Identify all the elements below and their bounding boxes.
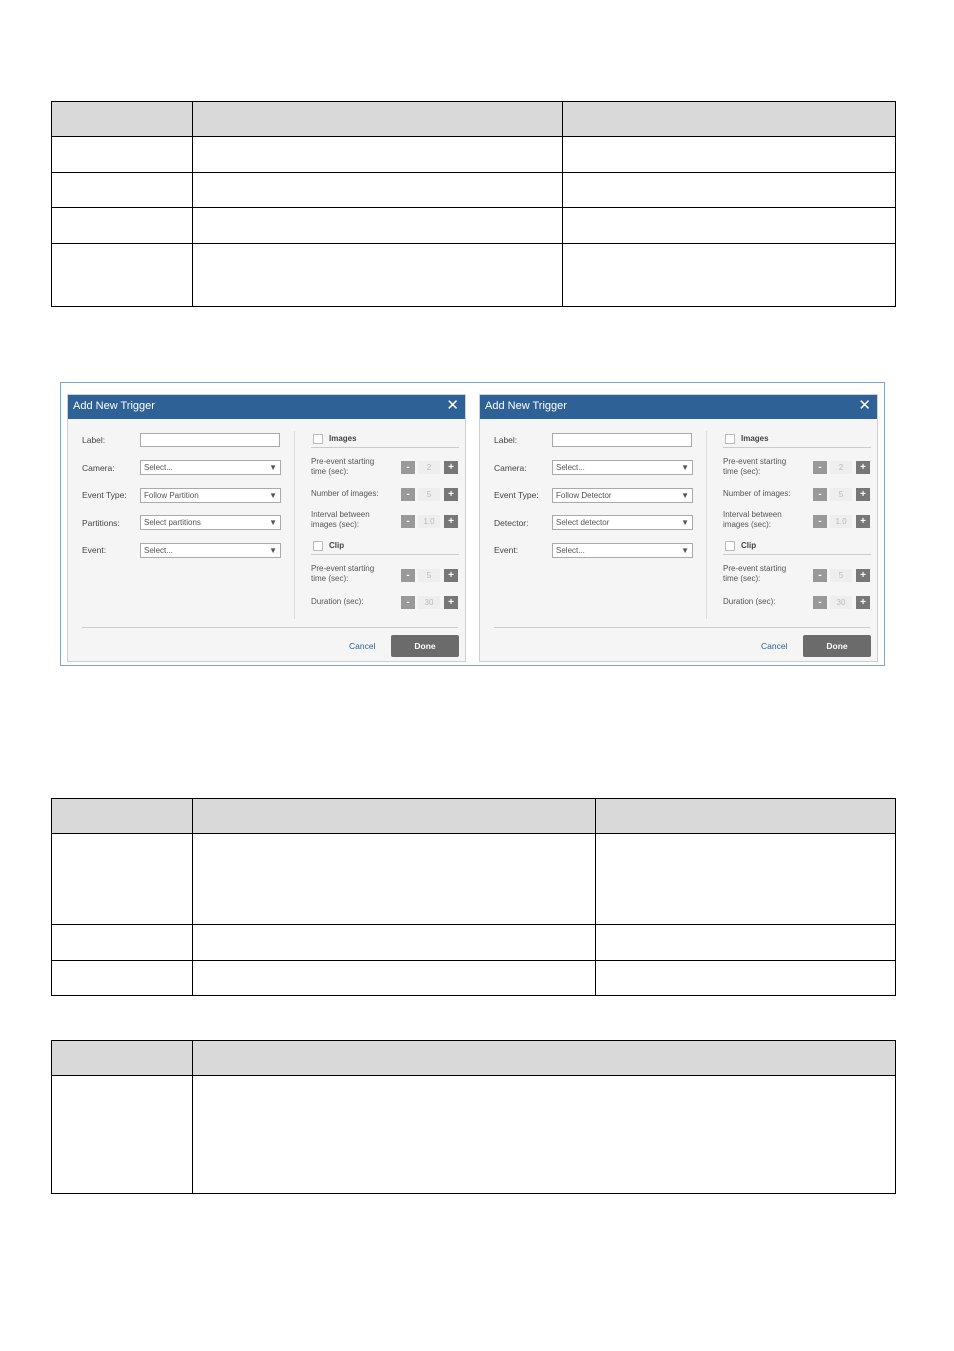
clip-pre-event-value[interactable]: 5 [830,569,852,582]
table-cell [52,961,193,996]
footer-divider [494,627,870,628]
interval-label: Interval between images (sec): [723,510,782,529]
pre-event-increment-button[interactable]: + [444,461,458,474]
table-cell [52,244,193,307]
table-header-cell [193,102,563,137]
table-cell [193,925,596,961]
number-of-images-label: Number of images: [723,489,791,498]
pre-event-increment-button[interactable]: + [856,461,870,474]
table-cell [193,834,596,925]
event-select-value: Select... [144,546,173,555]
interval-value[interactable]: 1.0 [418,515,440,528]
clip-pre-event-increment-button[interactable]: + [856,569,870,582]
dialog-header [68,395,465,419]
clip-pre-event-label: Pre-event starting time (sec): [723,564,787,583]
clip-pre-event-label: Pre-event starting time (sec): [311,564,375,583]
pre-event-label: Pre-event starting time (sec): [311,457,375,476]
event-label: Event: [82,545,107,555]
table-cell [52,208,193,244]
event-select-value: Select... [556,546,585,555]
duration-value[interactable]: 30 [830,596,852,609]
clip-checkbox[interactable] [313,541,323,551]
detector-label: Detector: [494,518,529,528]
interval-value[interactable]: 1.0 [830,515,852,528]
detector-select[interactable] [552,515,693,530]
cancel-button[interactable]: Cancel [349,641,376,651]
clip-pre-event-decrement-button[interactable]: - [401,569,415,582]
duration-increment-button[interactable]: + [444,596,458,609]
trigger-dialogs-screenshot [60,382,885,666]
clip-section-title: Clip [329,541,345,550]
table-cell [596,834,896,925]
images-section-title: Images [329,434,357,443]
number-of-images-increment-button[interactable]: + [856,488,870,501]
add-new-trigger-dialog-detector [479,394,878,662]
event-type-label: Event Type: [494,490,539,500]
section-divider [723,447,871,448]
table-cell [193,173,563,208]
interval-increment-button[interactable]: + [444,515,458,528]
camera-label: Camera: [82,463,115,473]
duration-value[interactable]: 30 [418,596,440,609]
section-divider [311,447,459,448]
pre-event-value[interactable]: 2 [830,461,852,474]
event-type-select[interactable] [140,488,281,503]
section-divider [311,554,459,555]
pre-event-label: Pre-event starting time (sec): [723,457,787,476]
table-header-cell [563,102,896,137]
duration-decrement-button[interactable]: - [813,596,827,609]
partitions-select-value: Select partitions [144,518,201,527]
table-cell [52,925,193,961]
label-input[interactable] [140,433,280,447]
chevron-down-icon: ▼ [269,491,277,500]
images-checkbox[interactable] [313,434,323,444]
number-of-images-increment-button[interactable]: + [444,488,458,501]
detector-select-value: Select detector [556,518,610,527]
table-cell [52,1076,193,1194]
label-field-label: Label: [494,435,518,445]
table-header-cell [193,799,596,834]
duration-increment-button[interactable]: + [856,596,870,609]
table-header-cell [52,1041,193,1076]
event-type-label: Event Type: [82,490,127,500]
chevron-down-icon: ▼ [681,546,689,555]
footer-divider [82,627,458,628]
dialog-title: Add New Trigger [485,400,567,412]
camera-select-value: Select... [144,463,173,472]
pre-event-value[interactable]: 2 [418,461,440,474]
interval-decrement-button[interactable]: - [401,515,415,528]
section-divider [723,554,871,555]
done-button[interactable]: Done [391,635,459,657]
table-cell [193,1076,896,1194]
clip-pre-event-increment-button[interactable]: + [444,569,458,582]
pre-event-decrement-button[interactable]: - [813,461,827,474]
number-of-images-value[interactable]: 5 [830,488,852,501]
camera-select-value: Select... [556,463,585,472]
event-type-select-value: Follow Detector [556,491,612,500]
event-select[interactable] [552,543,693,558]
table-header-cell [52,102,193,137]
partitions-label: Partitions: [82,518,120,528]
vertical-divider [294,431,295,619]
duration-label: Duration (sec): [311,597,364,606]
add-new-trigger-dialog-partition [67,394,466,662]
close-icon[interactable]: ✕ [446,397,459,414]
table-header-cell [596,799,896,834]
table-cell [563,137,896,173]
clip-section-title: Clip [741,541,757,550]
images-section-title: Images [741,434,769,443]
table-3 [51,1040,896,1194]
table-1 [51,101,896,307]
event-type-select-value: Follow Partition [144,491,199,500]
label-input[interactable] [552,433,692,447]
duration-decrement-button[interactable]: - [401,596,415,609]
done-button[interactable]: Done [803,635,871,657]
number-of-images-decrement-button[interactable]: - [813,488,827,501]
vertical-divider [706,431,707,619]
number-of-images-decrement-button[interactable]: - [401,488,415,501]
table-cell [193,137,563,173]
images-checkbox[interactable] [725,434,735,444]
dialog-header [480,395,877,419]
number-of-images-label: Number of images: [311,489,379,498]
table-cell [596,961,896,996]
interval-decrement-button[interactable]: - [813,515,827,528]
chevron-down-icon: ▼ [269,463,277,472]
table-cell [563,208,896,244]
chevron-down-icon: ▼ [269,546,277,555]
interval-label: Interval between images (sec): [311,510,370,529]
table-cell [563,244,896,307]
event-label: Event: [494,545,519,555]
camera-select[interactable] [552,460,693,475]
table-cell [52,834,193,925]
clip-checkbox[interactable] [725,541,735,551]
table-cell [563,173,896,208]
chevron-down-icon: ▼ [681,518,689,527]
pre-event-decrement-button[interactable]: - [401,461,415,474]
close-icon[interactable]: ✕ [858,397,871,414]
table-cell [193,961,596,996]
camera-label: Camera: [494,463,527,473]
interval-increment-button[interactable]: + [856,515,870,528]
table-cell [193,244,563,307]
table-2 [51,798,896,996]
event-type-select[interactable] [552,488,693,503]
table-cell [596,925,896,961]
chevron-down-icon: ▼ [681,463,689,472]
label-field-label: Label: [82,435,106,445]
table-cell [52,137,193,173]
partitions-select[interactable] [140,515,281,530]
event-select[interactable] [140,543,281,558]
table-cell [193,208,563,244]
table-header-cell [193,1041,896,1076]
table-cell [52,173,193,208]
cancel-button[interactable]: Cancel [761,641,788,651]
chevron-down-icon: ▼ [681,491,689,500]
clip-pre-event-decrement-button[interactable]: - [813,569,827,582]
table-header-cell [52,799,193,834]
camera-select[interactable] [140,460,281,475]
dialog-title: Add New Trigger [73,400,155,412]
clip-pre-event-value[interactable]: 5 [418,569,440,582]
duration-label: Duration (sec): [723,597,776,606]
number-of-images-value[interactable]: 5 [418,488,440,501]
chevron-down-icon: ▼ [269,518,277,527]
